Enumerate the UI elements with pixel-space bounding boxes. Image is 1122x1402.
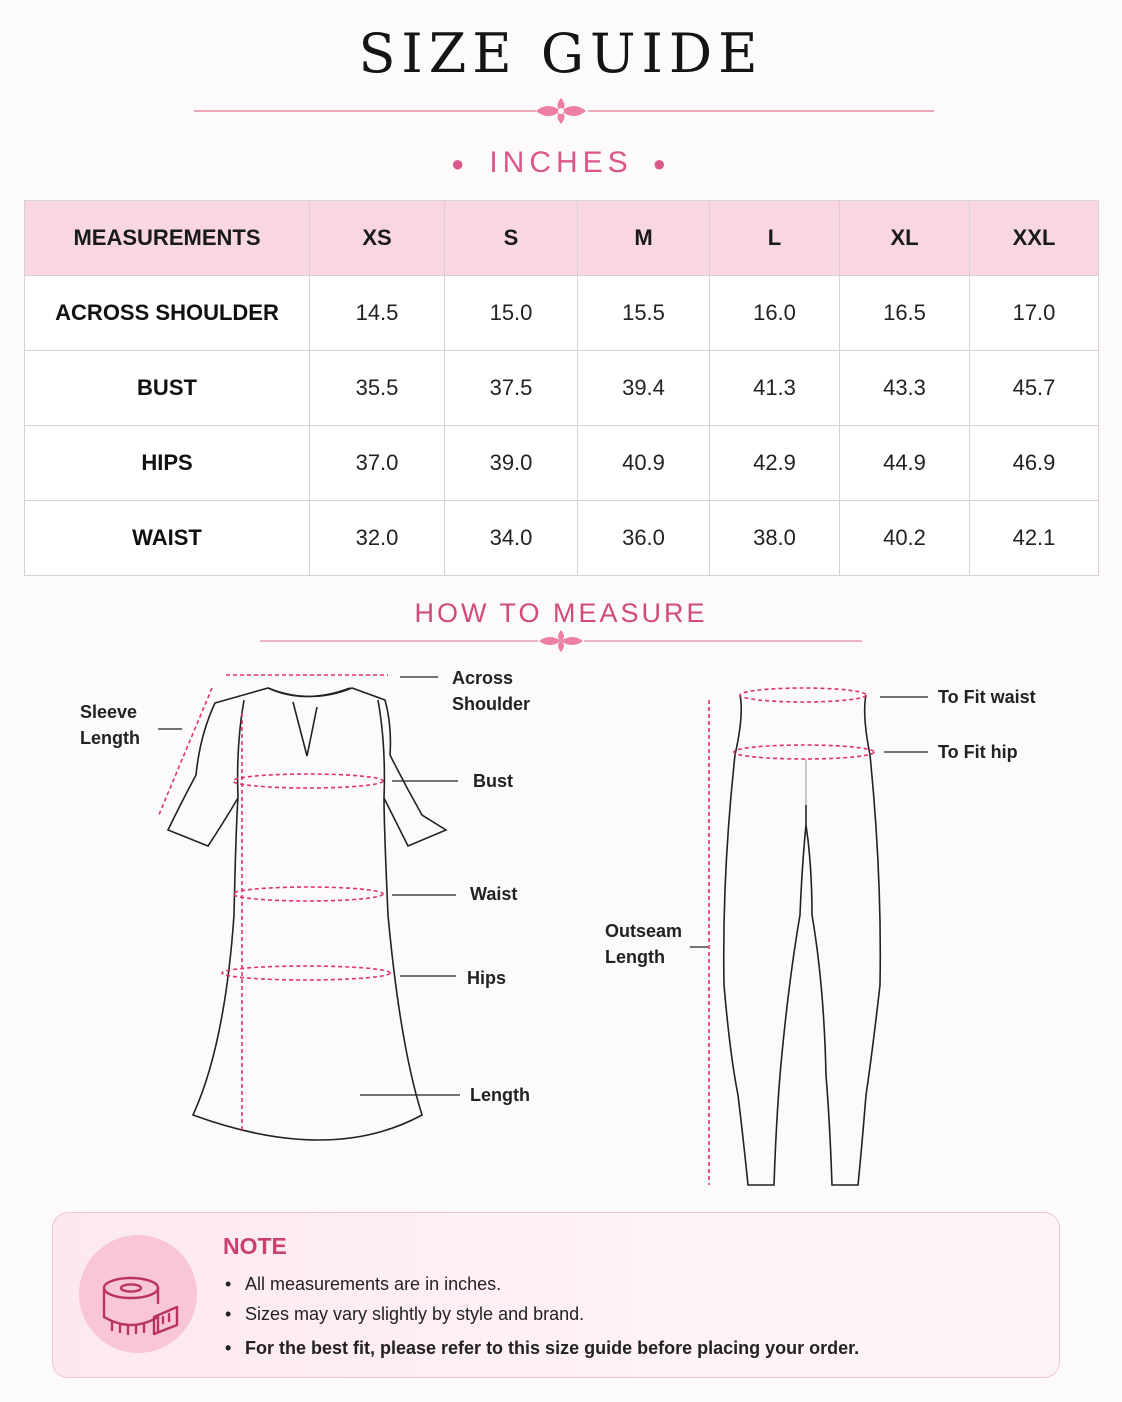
note-list: [223, 1269, 859, 1363]
title-divider-ornament: [0, 96, 1122, 126]
units-label: INCHES: [489, 146, 633, 179]
how-to-measure-diagram: [0, 655, 1122, 1200]
label-sleeve-length: [80, 699, 140, 751]
table-cell: 45.7: [970, 351, 1099, 426]
table-row: [25, 276, 1099, 351]
note-title: NOTE: [223, 1233, 287, 1259]
leggings-leader-lines: [690, 697, 928, 947]
label-outseam-length: [605, 918, 682, 970]
table-cell: 32.0: [310, 501, 445, 576]
table-cell: 16.0: [710, 276, 840, 351]
label-line: Shoulder: [452, 694, 531, 714]
label-line: Length: [605, 947, 665, 967]
table-cell: 15.5: [578, 276, 710, 351]
bullet-dot-icon: ●: [451, 151, 470, 177]
units-heading: [0, 146, 1122, 180]
table-cell: 39.0: [445, 426, 578, 501]
label-line: Outseam: [605, 921, 683, 941]
row-label: HIPS: [25, 426, 310, 501]
leggings-illustration: [724, 695, 881, 1185]
label-length: Length: [470, 1085, 530, 1105]
label-line: Length: [80, 728, 140, 748]
table-cell: 40.9: [578, 426, 710, 501]
kurta-illustration: [168, 688, 446, 1140]
table-cell: 40.2: [840, 501, 970, 576]
table-cell: 38.0: [710, 501, 840, 576]
label-across-shoulder: [452, 665, 530, 717]
table-cell: 36.0: [578, 501, 710, 576]
table-cell: 43.3: [840, 351, 970, 426]
label-hips: Hips: [467, 968, 507, 988]
list-item: • For the best fit, please refer to this size guide before placing your order.: [223, 1333, 859, 1363]
list-item: • All measurements are in inches.: [223, 1269, 859, 1299]
column-header-xl: XL: [840, 201, 970, 276]
label-waist: Waist: [470, 884, 518, 904]
table-cell: 16.5: [840, 276, 970, 351]
row-label: BUST: [25, 351, 310, 426]
section-divider-ornament: [0, 628, 1122, 654]
table-cell: 39.4: [578, 351, 710, 426]
table-cell: 37.0: [310, 426, 445, 501]
size-table: [24, 200, 1099, 576]
table-cell: 35.5: [310, 351, 445, 426]
table-row: [25, 351, 1099, 426]
page-title: SIZE GUIDE: [358, 22, 764, 85]
column-header-xxl: XXL: [970, 201, 1099, 276]
column-header-measurements: MEASUREMENTS: [25, 201, 310, 276]
table-cell: 42.1: [970, 501, 1099, 576]
table-cell: 44.9: [840, 426, 970, 501]
kurta-measure-lines: [158, 675, 390, 1130]
note-box: [52, 1212, 1060, 1378]
column-header-s: S: [445, 201, 578, 276]
column-header-l: L: [710, 201, 840, 276]
table-cell: 34.0: [445, 501, 578, 576]
table-row: [25, 426, 1099, 501]
table-cell: 17.0: [970, 276, 1099, 351]
row-label: WAIST: [25, 501, 310, 576]
row-label: ACROSS SHOULDER: [25, 276, 310, 351]
table-cell: 37.5: [445, 351, 578, 426]
column-header-xs: XS: [310, 201, 445, 276]
table-cell: 15.0: [445, 276, 578, 351]
bullet-dot-icon: ●: [652, 151, 671, 177]
note-icon-badge: [79, 1235, 197, 1353]
garment-illustrations: [0, 655, 1122, 1200]
label-line: Across: [452, 668, 514, 688]
table-row: [25, 501, 1099, 576]
label-to-fit-waist: To Fit waist: [938, 687, 1036, 707]
kurta-leader-lines: [158, 677, 460, 1095]
table-header-row: [25, 201, 1099, 276]
label-to-fit-hip: To Fit hip: [938, 742, 1018, 762]
column-header-m: M: [578, 201, 710, 276]
table-cell: 14.5: [310, 276, 445, 351]
measuring-tape-icon: [79, 1235, 197, 1353]
label-bust: Bust: [473, 771, 513, 791]
how-to-measure-heading: HOW TO MEASURE: [414, 598, 708, 628]
table-cell: 42.9: [710, 426, 840, 501]
table-cell: 46.9: [970, 426, 1099, 501]
table-cell: 41.3: [710, 351, 840, 426]
list-item: • Sizes may vary slightly by style and brand.: [223, 1299, 859, 1329]
label-line: Sleeve: [80, 702, 138, 722]
